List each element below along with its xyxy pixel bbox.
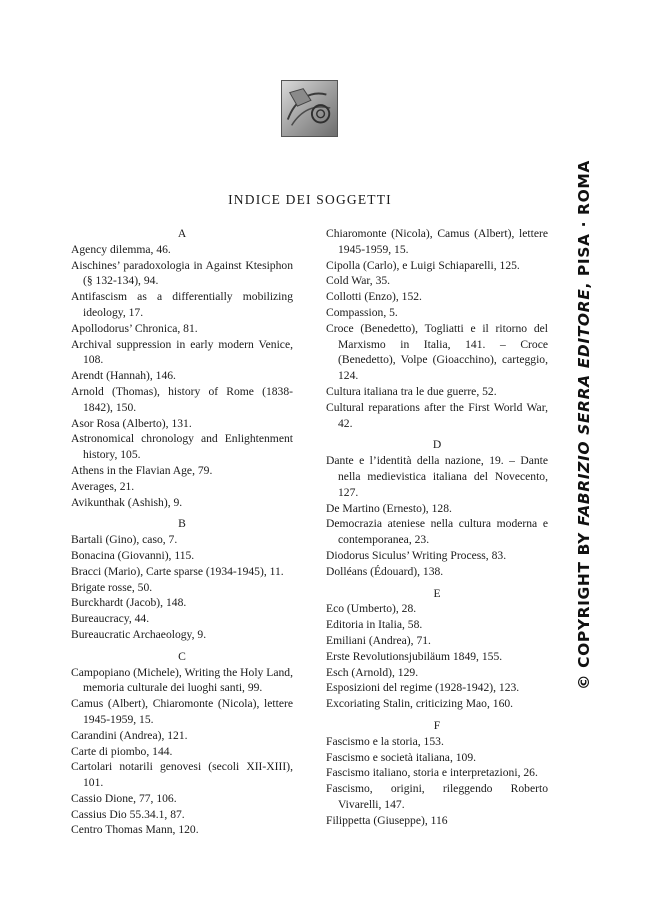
section-letter: F bbox=[433, 718, 441, 732]
index-entry: Centro Thomas Mann, 120. bbox=[71, 823, 199, 837]
index-entry: Esposizioni del regime (1928-1942), 123. bbox=[326, 681, 520, 695]
copyright-suffix: , PISA · ROMA bbox=[575, 160, 593, 289]
index-entry: Bracci (Mario), Carte sparse (1934-1945), 11. bbox=[71, 564, 284, 578]
index-entry: Aischines’ paradoxologia in Against Ktesiphon (§ 132-134), 94. bbox=[71, 258, 293, 288]
index-entry: Democrazia ateniese nella cultura moderna e contemporanea, 23. bbox=[326, 517, 548, 547]
index-entry: Athens in the Flavian Age, 79. bbox=[71, 463, 213, 477]
index-entry: Arnold (Thomas), history of Rome (1838-1842), 150. bbox=[71, 384, 293, 414]
index-entry: Campopiano (Michele), Writing the Holy Land, memoria culturale dei luoghi santi, 99. bbox=[71, 665, 293, 695]
index-entry: Erste Revolutionsjubiläum 1849, 155. bbox=[326, 649, 503, 663]
copyright-prefix: © COPYRIGHT BY bbox=[575, 525, 593, 690]
index-entry: Brigate rosse, 50. bbox=[71, 580, 153, 594]
index-entry: Bartali (Gino), caso, 7. bbox=[71, 533, 178, 547]
section-letter: D bbox=[432, 438, 442, 452]
index-entry: Dolléans (Édouard), 138. bbox=[326, 564, 444, 578]
copyright-publisher: FABRIZIO SERRA EDITORE bbox=[575, 288, 593, 526]
index-entry: Excoriating Stalin, criticizing Mao, 160. bbox=[326, 697, 514, 711]
index-entry: Fascismo e la storia, 153. bbox=[326, 734, 444, 748]
index-entry: Croce (Benedetto), Togliatti e il ritorno del Marxismo in Italia, 141. – Croce (Benedetto), Volpe (Gioacchino), carteggio, 124. bbox=[326, 321, 548, 383]
scroll-ornament-icon bbox=[282, 81, 337, 136]
index-entry: Apollodorus’ Chronica, 81. bbox=[71, 321, 198, 335]
section-letter: B bbox=[178, 517, 186, 531]
index-entry: Esch (Arnold), 129. bbox=[326, 665, 419, 679]
index-entry: Camus (Albert), Chiaromonte (Nicola), lettere 1945-1959, 15. bbox=[71, 697, 293, 726]
index-entry: De Martino (Ernesto), 128. bbox=[326, 501, 452, 515]
index-entry: Bonacina (Giovanni), 115. bbox=[71, 548, 195, 562]
index-entry: Burckhardt (Jacob), 148. bbox=[71, 596, 187, 610]
index-entry: Diodorus Siculus’ Writing Process, 83. bbox=[326, 548, 507, 562]
index-entry: Fascismo italiano, storia e interpretazioni, 26. bbox=[326, 766, 538, 780]
index-entry: Bureaucracy, 44. bbox=[71, 612, 150, 626]
index-entry: Cipolla (Carlo), e Luigi Schiaparelli, 125. bbox=[326, 258, 520, 272]
index-entry: Editoria in Italia, 58. bbox=[326, 618, 423, 632]
index-entry: Cassius Dio 55.34.1, 87. bbox=[71, 807, 185, 821]
index-entry: Antifascism as a differentially mobilizing ideology, 17. bbox=[71, 290, 293, 319]
index-column-left bbox=[71, 226, 293, 838]
index-entry: Collotti (Enzo), 152. bbox=[326, 290, 422, 304]
section-letter: E bbox=[433, 586, 441, 600]
index-entry: Avikunthak (Ashish), 9. bbox=[71, 495, 183, 509]
index-entry: Averages, 21. bbox=[71, 479, 135, 493]
index-entry: Compassion, 5. bbox=[326, 305, 398, 319]
index-entry: Cultural reparations after the First World War, 42. bbox=[326, 400, 548, 430]
index-entry: Carandini (Andrea), 121. bbox=[71, 728, 188, 742]
index-entry: Arendt (Hannah), 146. bbox=[71, 369, 176, 383]
index-entry: Eco (Umberto), 28. bbox=[326, 602, 417, 616]
index-entry: Cartolari notarili genovesi (secoli XII-XIII), 101. bbox=[71, 760, 293, 790]
index-column-right bbox=[326, 226, 548, 828]
index-entry: Dante e l’identità della nazione, 19. – Dante nella medievistica italiana del Novecento, 127. bbox=[326, 454, 548, 499]
index-entry: Agency dilemma, 46. bbox=[71, 242, 171, 256]
copyright-notice bbox=[575, 160, 593, 690]
index-entry: Emiliani (Andrea), 71. bbox=[326, 633, 431, 647]
index-entry: Astronomical chronology and Enlightenment history, 105. bbox=[71, 432, 293, 462]
index-entry: Archival suppression in early modern Venice, 108. bbox=[71, 337, 293, 367]
index-entry: Cold War, 35. bbox=[326, 274, 391, 288]
index-entry: Fascismo e società italiana, 109. bbox=[326, 750, 477, 764]
index-entry: Cultura italiana tra le due guerre, 52. bbox=[326, 384, 497, 398]
index-entry: Asor Rosa (Alberto), 131. bbox=[71, 416, 192, 430]
index-entry: Chiaromonte (Nicola), Camus (Albert), lettere 1945-1959, 15. bbox=[326, 227, 548, 256]
section-letter: A bbox=[177, 227, 187, 240]
index-entry: Fascismo, origini, rileggendo Roberto Vivarelli, 147. bbox=[326, 782, 548, 811]
publisher-emblem bbox=[281, 80, 338, 137]
index-entry: Bureaucratic Archaeology, 9. bbox=[71, 627, 207, 641]
index-entry: Carte di piombo, 144. bbox=[71, 744, 173, 758]
page-title: INDICE DEI SOGGETTI bbox=[228, 192, 392, 207]
index-entry: Filippetta (Giuseppe), 116 bbox=[326, 813, 448, 827]
section-letter: C bbox=[178, 649, 186, 663]
index-entry: Cassio Dione, 77, 106. bbox=[71, 791, 177, 805]
